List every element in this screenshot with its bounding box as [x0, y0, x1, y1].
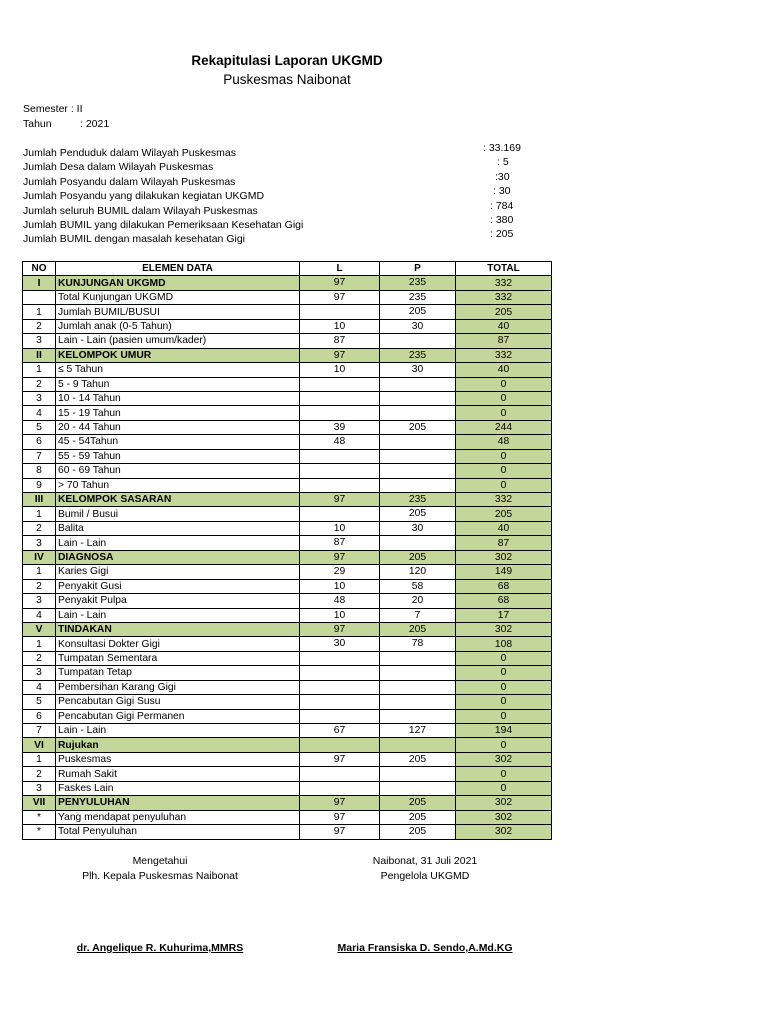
value-total: 0 — [456, 695, 552, 709]
info-value: : 33.169 — [483, 142, 521, 154]
table-row — [23, 521, 552, 535]
row-label: Lain - Lain — [56, 608, 300, 622]
row-number: 1 — [23, 752, 56, 766]
row-number: 2 — [23, 651, 56, 665]
value-total: 205 — [456, 305, 552, 319]
value-l: 97 — [300, 493, 380, 507]
sig-left-name: dr. Angelique R. Kuhurima,MMRS — [76, 942, 244, 954]
value-p — [380, 391, 456, 405]
row-label: 45 - 54Tahun — [56, 435, 300, 449]
row-number: 3 — [23, 666, 56, 680]
value-p: 205 — [380, 810, 456, 824]
value-p — [380, 435, 456, 449]
table-row — [23, 724, 552, 738]
value-p — [380, 767, 456, 781]
row-label: Lain - Lain (pasien umum/kader) — [56, 334, 300, 348]
value-total: 302 — [456, 550, 552, 564]
value-total: 302 — [456, 796, 552, 810]
value-l: 39 — [300, 420, 380, 434]
value-l: 48 — [300, 435, 380, 449]
value-p: 205 — [380, 507, 456, 521]
row-number: 2 — [23, 579, 56, 593]
table-row — [23, 507, 552, 521]
value-l: 87 — [300, 536, 380, 550]
value-p — [380, 406, 456, 420]
row-number: 3 — [23, 334, 56, 348]
table-row — [23, 695, 552, 709]
table-row — [23, 319, 552, 333]
value-p: 127 — [380, 724, 456, 738]
table-row — [23, 825, 552, 839]
table-row — [23, 391, 552, 405]
value-l — [300, 464, 380, 478]
row-label: DIAGNOSA — [56, 550, 300, 564]
value-p: 30 — [380, 363, 456, 377]
value-total: 0 — [456, 709, 552, 723]
value-l — [300, 781, 380, 795]
value-total: 48 — [456, 435, 552, 449]
row-number: 3 — [23, 391, 56, 405]
table-row — [23, 464, 552, 478]
value-total: 0 — [456, 449, 552, 463]
row-number: 4 — [23, 608, 56, 622]
row-number: V — [23, 622, 56, 636]
info-label: Jumlah Posyandu dalam Wilayah Puskesmas — [23, 176, 236, 188]
row-number: II — [23, 348, 56, 362]
table-row — [23, 594, 552, 608]
row-number: 5 — [23, 695, 56, 709]
value-l — [300, 377, 380, 391]
report-subtitle: Puskesmas Naibonat — [223, 72, 351, 87]
row-number: 6 — [23, 709, 56, 723]
row-number: 7 — [23, 724, 56, 738]
value-total: 149 — [456, 565, 552, 579]
value-p: 235 — [380, 290, 456, 304]
value-p: 78 — [380, 637, 456, 651]
row-label: Lain - Lain — [56, 724, 300, 738]
report-title: Rekapitulasi Laporan UKGMD — [191, 53, 383, 68]
table-row — [23, 305, 552, 319]
value-l: 10 — [300, 319, 380, 333]
value-p — [380, 449, 456, 463]
value-p: 205 — [380, 825, 456, 839]
value-total: 302 — [456, 752, 552, 766]
recap-table — [22, 261, 552, 840]
value-p: 58 — [380, 579, 456, 593]
info-value: : 784 — [490, 200, 514, 212]
col-elemen-header: ELEMEN DATA — [56, 262, 300, 276]
row-number: 1 — [23, 507, 56, 521]
value-l — [300, 680, 380, 694]
row-number: I — [23, 276, 56, 290]
row-label: Pencabutan Gigi Susu — [56, 695, 300, 709]
value-p: 235 — [380, 348, 456, 362]
value-total: 87 — [456, 334, 552, 348]
value-l — [300, 651, 380, 665]
row-label: 55 - 59 Tahun — [56, 449, 300, 463]
value-l: 10 — [300, 521, 380, 535]
row-number: 3 — [23, 536, 56, 550]
value-total: 0 — [456, 781, 552, 795]
value-total: 108 — [456, 637, 552, 651]
value-l: 97 — [300, 290, 380, 304]
row-label: Total Penyuluhan — [56, 825, 300, 839]
row-number — [23, 290, 56, 304]
value-l: 97 — [300, 348, 380, 362]
value-total: 0 — [456, 478, 552, 492]
value-total: 205 — [456, 507, 552, 521]
table-row — [23, 435, 552, 449]
row-label: > 70 Tahun — [56, 478, 300, 492]
row-label: Total Kunjungan UKGMD — [56, 290, 300, 304]
sig-left-line1: Mengetahui — [132, 855, 188, 867]
value-l: 10 — [300, 363, 380, 377]
value-total: 194 — [456, 724, 552, 738]
row-label: Jumlah anak (0-5 Tahun) — [56, 319, 300, 333]
info-label: Jumlah BUMIL dengan masalah kesehatan Gigi — [23, 233, 245, 245]
row-number: 7 — [23, 449, 56, 463]
value-total: 332 — [456, 348, 552, 362]
table-row — [23, 334, 552, 348]
table-row — [23, 478, 552, 492]
row-label: Yang mendapat penyuluhan — [56, 810, 300, 824]
sig-left-line2: Plh. Kepala Puskesmas Naibonat — [82, 870, 238, 882]
row-number: 3 — [23, 594, 56, 608]
value-p: 205 — [380, 796, 456, 810]
row-label: 15 - 19 Tahun — [56, 406, 300, 420]
table-row — [23, 406, 552, 420]
value-l: 48 — [300, 594, 380, 608]
value-p — [380, 478, 456, 492]
row-number: 2 — [23, 319, 56, 333]
value-p: 205 — [380, 752, 456, 766]
value-p — [380, 709, 456, 723]
row-number: 2 — [23, 521, 56, 535]
value-p: 30 — [380, 521, 456, 535]
info-label: Jumlah seluruh BUMIL dalam Wilayah Puskesmas — [23, 205, 258, 217]
info-label: Jumlah Posyandu yang dilakukan kegiatan UKGMD — [23, 190, 265, 202]
value-total: 0 — [456, 391, 552, 405]
col-p-header: P — [380, 262, 456, 276]
row-number: 1 — [23, 637, 56, 651]
value-total: 0 — [456, 680, 552, 694]
table-row — [23, 810, 552, 824]
sig-right-line1: Naibonat, 31 Juli 2021 — [372, 855, 478, 867]
value-l: 97 — [300, 550, 380, 564]
value-l: 97 — [300, 752, 380, 766]
value-total: 302 — [456, 622, 552, 636]
value-p — [380, 536, 456, 550]
table-row — [23, 666, 552, 680]
row-number: 1 — [23, 305, 56, 319]
row-number: 9 — [23, 478, 56, 492]
row-label: Tumpatan Sementara — [56, 651, 300, 665]
table-row — [23, 637, 552, 651]
table-row — [23, 420, 552, 434]
value-l: 29 — [300, 565, 380, 579]
table-row — [23, 767, 552, 781]
row-number: 4 — [23, 406, 56, 420]
value-total: 87 — [456, 536, 552, 550]
table-row — [23, 363, 552, 377]
value-p — [380, 738, 456, 752]
col-no-header: NO — [23, 262, 56, 276]
value-l — [300, 767, 380, 781]
value-p: 20 — [380, 594, 456, 608]
value-p: 205 — [380, 420, 456, 434]
value-total: 302 — [456, 825, 552, 839]
value-p: 205 — [380, 622, 456, 636]
row-label: Penyakit Pulpa — [56, 594, 300, 608]
row-label: Karies Gigi — [56, 565, 300, 579]
value-l: 97 — [300, 810, 380, 824]
row-number: IV — [23, 550, 56, 564]
row-label: TINDAKAN — [56, 622, 300, 636]
value-l: 67 — [300, 724, 380, 738]
value-total: 0 — [456, 406, 552, 420]
value-l — [300, 709, 380, 723]
info-label: Jumlah Penduduk dalam Wilayah Puskesmas — [23, 147, 237, 159]
tahun-value: : 2021 — [80, 118, 110, 130]
row-label: Faskes Lain — [56, 781, 300, 795]
table-row — [23, 449, 552, 463]
value-l — [300, 391, 380, 405]
value-p — [380, 680, 456, 694]
col-total-header: TOTAL — [456, 262, 552, 276]
value-total: 302 — [456, 810, 552, 824]
section-row — [23, 550, 552, 564]
row-label: Pembersihan Karang Gigi — [56, 680, 300, 694]
sig-right-name: Maria Fransiska D. Sendo,A.Md.KG — [337, 942, 513, 954]
table-row — [23, 536, 552, 550]
section-row — [23, 796, 552, 810]
value-total: 17 — [456, 608, 552, 622]
value-p: 205 — [380, 305, 456, 319]
row-label: Konsultasi Dokter Gigi — [56, 637, 300, 651]
table-row — [23, 709, 552, 723]
value-p — [380, 334, 456, 348]
value-l — [300, 738, 380, 752]
row-label: Rujukan — [56, 738, 300, 752]
row-number: III — [23, 493, 56, 507]
col-l-header: L — [300, 262, 380, 276]
value-total: 0 — [456, 651, 552, 665]
value-p — [380, 464, 456, 478]
info-label: Jumlah Desa dalam Wilayah Puskesmas — [23, 161, 214, 173]
table-row — [23, 608, 552, 622]
value-p: 235 — [380, 493, 456, 507]
value-l: 10 — [300, 579, 380, 593]
table-header-row — [23, 262, 552, 276]
table-row — [23, 781, 552, 795]
row-number: 5 — [23, 420, 56, 434]
value-total: 40 — [456, 521, 552, 535]
info-value: : 30 — [493, 185, 511, 197]
value-total: 0 — [456, 666, 552, 680]
value-l: 97 — [300, 622, 380, 636]
table-row — [23, 290, 552, 304]
value-l: 97 — [300, 796, 380, 810]
value-l: 10 — [300, 608, 380, 622]
section-row — [23, 276, 552, 290]
value-l — [300, 666, 380, 680]
row-label: Pencabutan Gigi Permanen — [56, 709, 300, 723]
section-row — [23, 738, 552, 752]
row-label: 10 - 14 Tahun — [56, 391, 300, 405]
table-row — [23, 377, 552, 391]
value-total: 0 — [456, 464, 552, 478]
tahun-label: Tahun — [23, 118, 52, 130]
row-number: * — [23, 825, 56, 839]
row-label: Penyakit Gusi — [56, 579, 300, 593]
value-p: 30 — [380, 319, 456, 333]
value-total: 40 — [456, 319, 552, 333]
value-p: 205 — [380, 550, 456, 564]
value-total: 68 — [456, 579, 552, 593]
row-number: 4 — [23, 680, 56, 694]
row-label: KUNJUNGAN UKGMD — [56, 276, 300, 290]
info-value: : 205 — [490, 228, 514, 240]
info-label: Jumlah BUMIL yang dilakukan Pemeriksaan Kesehatan Gigi — [23, 219, 304, 231]
row-label: ≤ 5 Tahun — [56, 363, 300, 377]
table-row — [23, 565, 552, 579]
value-total: 332 — [456, 290, 552, 304]
row-number: 2 — [23, 767, 56, 781]
value-p — [380, 377, 456, 391]
row-label: 20 - 44 Tahun — [56, 420, 300, 434]
value-l — [300, 478, 380, 492]
info-value: : 380 — [490, 214, 514, 226]
row-label: 5 - 9 Tahun — [56, 377, 300, 391]
row-number: 6 — [23, 435, 56, 449]
value-total: 0 — [456, 738, 552, 752]
table-row — [23, 752, 552, 766]
row-number: VII — [23, 796, 56, 810]
value-l — [300, 449, 380, 463]
row-number: 2 — [23, 377, 56, 391]
row-number: 8 — [23, 464, 56, 478]
value-p: 120 — [380, 565, 456, 579]
value-p — [380, 695, 456, 709]
value-total: 332 — [456, 493, 552, 507]
table-row — [23, 680, 552, 694]
row-number: 1 — [23, 363, 56, 377]
info-value: : 5 — [497, 156, 509, 168]
value-total: 40 — [456, 363, 552, 377]
value-l — [300, 406, 380, 420]
info-value: :30 — [495, 171, 510, 183]
section-row — [23, 348, 552, 362]
row-label: Jumlah BUMIL/BUSUI — [56, 305, 300, 319]
section-row — [23, 622, 552, 636]
row-number: 3 — [23, 781, 56, 795]
value-l — [300, 305, 380, 319]
value-l: 97 — [300, 825, 380, 839]
row-number: 1 — [23, 565, 56, 579]
value-p — [380, 781, 456, 795]
row-label: Lain - Lain — [56, 536, 300, 550]
value-p: 235 — [380, 276, 456, 290]
row-label: Rumah Sakit — [56, 767, 300, 781]
row-label: 60 - 69 Tahun — [56, 464, 300, 478]
row-label: Balita — [56, 521, 300, 535]
value-l: 97 — [300, 276, 380, 290]
row-label: KELOMPOK UMUR — [56, 348, 300, 362]
sig-right-line2: Pengelola UKGMD — [380, 870, 470, 882]
value-total: 0 — [456, 767, 552, 781]
value-p: 7 — [380, 608, 456, 622]
row-label: Tumpatan Tetap — [56, 666, 300, 680]
semester-label: Semester : II — [23, 103, 83, 115]
table-row — [23, 651, 552, 665]
value-l: 30 — [300, 637, 380, 651]
row-label: Puskesmas — [56, 752, 300, 766]
section-row — [23, 493, 552, 507]
value-p — [380, 666, 456, 680]
value-l — [300, 507, 380, 521]
row-label: Bumil / Busui — [56, 507, 300, 521]
value-total: 68 — [456, 594, 552, 608]
value-l: 87 — [300, 334, 380, 348]
value-l — [300, 695, 380, 709]
row-label: PENYULUHAN — [56, 796, 300, 810]
row-label: KELOMPOK SASARAN — [56, 493, 300, 507]
value-total: 244 — [456, 420, 552, 434]
table-row — [23, 579, 552, 593]
row-number: VI — [23, 738, 56, 752]
value-p — [380, 651, 456, 665]
value-total: 332 — [456, 276, 552, 290]
value-total: 0 — [456, 377, 552, 391]
row-number: * — [23, 810, 56, 824]
